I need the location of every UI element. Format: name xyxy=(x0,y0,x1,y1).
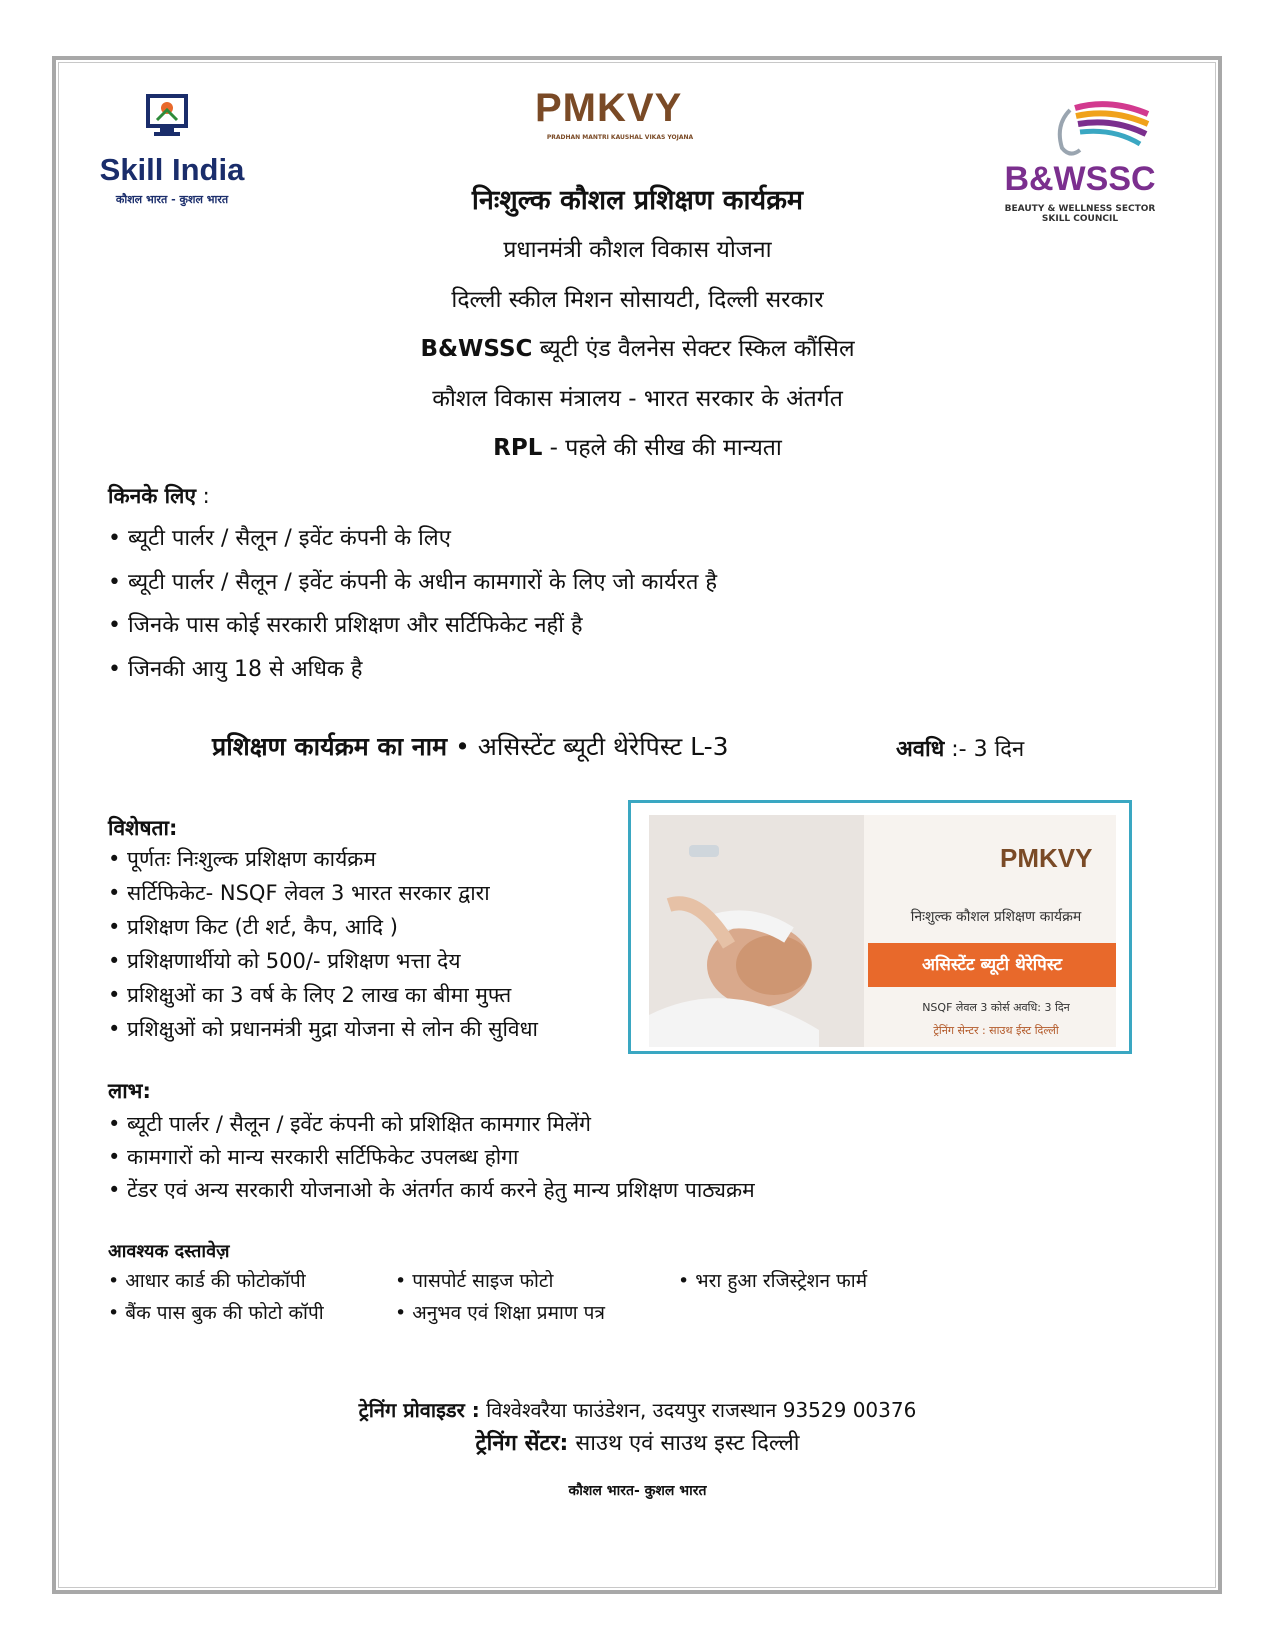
promo-text-panel xyxy=(864,815,1116,1047)
for-whom-heading: किनके लिए : xyxy=(108,484,210,508)
feature-item: • प्रशिक्षणार्थीयो को 500/- प्रशिक्षण भत्ता देय xyxy=(108,949,461,973)
feature-item: • प्रशिक्षुओं का 3 वर्ष के लिए 2 लाख का बीमा मुफ्त xyxy=(108,983,512,1007)
document-item: • बैंक पास बुक की फोटो कॉपी xyxy=(108,1302,324,1324)
benefit-item: • ब्यूटी पार्लर / सैलून / इवेंट कंपनी को प्रशिक्षित कामगार मिलेंगे xyxy=(108,1112,591,1136)
pmkvy-logo xyxy=(535,86,735,146)
documents-heading: आवश्यक दस्तावेज़ xyxy=(108,1241,230,1262)
council-abbr: B&WSSC xyxy=(420,336,533,362)
benefit-item: • टेंडर एवं अन्य सरकारी योजनाओ के अंतर्गत कार्य करने हेतु मान्य प्रशिक्षण पाठ्यक्रम xyxy=(108,1178,755,1202)
pmkvy-subtitle: PRADHAN MANTRI KAUSHAL VIKAS YOJANA xyxy=(546,134,694,141)
duration xyxy=(896,733,1024,763)
scheme-name: प्रधानमंत्री कौशल विकास योजना xyxy=(503,237,772,263)
promo-free-text: निःशुल्क कौशल प्रशिक्षण कार्यक्रम xyxy=(910,909,1082,925)
features-heading: विशेषता: xyxy=(108,816,178,840)
skill-india-emblem-icon xyxy=(142,92,192,142)
page-title: निःशुल्क कौशल प्रशिक्षण कार्यक्रम xyxy=(471,185,804,216)
duration-label: अवधि xyxy=(896,737,945,762)
program-line xyxy=(212,729,729,763)
training-provider xyxy=(0,1396,1275,1423)
rpl-line xyxy=(0,430,1275,462)
document-item: • पासपोर्ट साइज फोटो xyxy=(395,1270,554,1292)
face-profile-icon xyxy=(1040,100,1150,162)
program-value: • असिस्टेंट ब्यूटी थेरेपिस्ट L-3 xyxy=(447,732,729,761)
document-item: • अनुभव एवं शिक्षा प्रमाण पत्र xyxy=(395,1302,605,1324)
for-whom-item: • जिनके पास कोई सरकारी प्रशिक्षण और सर्टिफिकेट नहीं है xyxy=(108,613,583,638)
duration-value: :- 3 दिन xyxy=(944,737,1025,762)
feature-item: • सर्टिफिकेट- NSQF लेवल 3 भारत सरकार द्वारा xyxy=(108,881,490,905)
benefits-heading: लाभ: xyxy=(108,1079,151,1103)
for-whom-item: • ब्यूटी पार्लर / सैलून / इवेंट कंपनी के लिए xyxy=(108,526,451,551)
promo-course-band: असिस्टेंट ब्यूटी थेरेपिस्ट xyxy=(868,943,1116,987)
promo-card xyxy=(628,800,1132,1054)
promo-image xyxy=(649,815,1116,1047)
bwssc-wordmark: B&WSSC xyxy=(1004,160,1156,198)
for-whom-item: • जिनकी आयु 18 से अधिक है xyxy=(108,657,363,682)
council-line xyxy=(0,331,1275,363)
mission-name: दिल्ली स्कील मिशन सोसायटी, दिल्ली सरकार xyxy=(451,287,824,313)
feature-item: • प्रशिक्षण किट (टी शर्ट, कैप, आदि ) xyxy=(108,915,398,939)
feature-item: • प्रशिक्षुओं को प्रधानमंत्री मुद्रा योजना से लोन की सुविधा xyxy=(108,1017,538,1041)
training-center xyxy=(0,1427,1275,1457)
center-label: ट्रेनिंग सेंटर: xyxy=(475,1431,569,1456)
ministry-line: कौशल विकास मंत्रालय - भारत सरकार के अंतर्गत xyxy=(432,386,843,412)
rpl-desc: - पहले की सीख की मान्यता xyxy=(542,435,782,461)
document-item: • भरा हुआ रजिस्ट्रेशन फार्म xyxy=(678,1270,868,1292)
bwssc-subtitle: BEAUTY & WELLNESS SECTOR SKILL COUNCIL xyxy=(1004,204,1156,224)
for-whom-item: • ब्यूटी पार्लर / सैलून / इवेंट कंपनी के अधीन कामगारों के लिए जो कार्यरत है xyxy=(108,570,718,595)
council-name: ब्यूटी एंड वैलनेस सेक्टर स्किल कौंसिल xyxy=(532,336,855,362)
footer-tagline: कौशल भारत- कुशल भारत xyxy=(568,1483,707,1499)
program-label: प्रशिक्षण कार्यक्रम का नाम xyxy=(212,732,448,761)
rpl-abbr: RPL xyxy=(493,435,543,461)
feature-item: • पूर्णतः निःशुल्क प्रशिक्षण कार्यक्रम xyxy=(108,847,376,871)
promo-center-info: ट्रेनिंग सेन्टर : साउथ ईस्ट दिल्ली xyxy=(933,1024,1059,1037)
promo-pmkvy-logo: PMKVY xyxy=(1000,843,1093,873)
provider-label: ट्रेनिंग प्रोवाइडर : xyxy=(358,1398,480,1422)
facial-treatment-photo xyxy=(649,815,889,1047)
pmkvy-wordmark: PMKVY xyxy=(535,86,683,130)
benefit-item: • कामगारों को मान्य सरकारी सर्टिफिकेट उपलब्ध होगा xyxy=(108,1145,519,1169)
provider-value: विश्वेश्वरैया फाउंडेशन, उदयपुर राजस्थान 93529 00376 xyxy=(479,1398,917,1422)
document-item: • आधार कार्ड की फोटोकॉपी xyxy=(108,1270,306,1292)
skill-india-wordmark: Skill India xyxy=(99,152,245,187)
center-value: साउथ एवं साउथ इस्ट दिल्ली xyxy=(568,1431,800,1456)
promo-course-info: NSQF लेवल 3 कोर्स अवधि: 3 दिन xyxy=(922,1001,1070,1014)
skill-india-tagline: कौशल भारत - कुशल भारत xyxy=(115,193,229,206)
